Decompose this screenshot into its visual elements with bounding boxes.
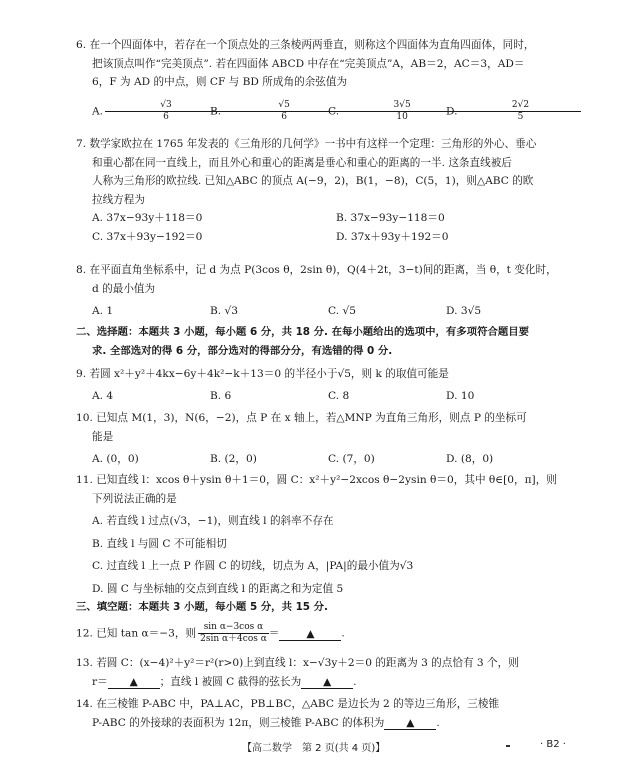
option-b: B. (2，0) — [210, 452, 257, 465]
section-multiple-choice-header: 二、选择题：本题共 3 小题，每小题 6 分，共 18 分. 在每小题给出的选项中，有多项符合题目要 求. 全部选对的得 6 分，部分选对的得部分分，有选错的得 0 分. — [76, 326, 530, 357]
question-text: 人称为三角形的欧拉线. 已知△ABC 的顶点 A(−9，2)，B(1，−8)，C(5，1)，则△ABC 的欧 — [92, 175, 534, 187]
question-10 — [76, 409, 581, 472]
question-12: 12. 已知 tan α＝−3，则 $\frac{\text{sin α−3cos α}}{\text{2sin α＋4cos α}}$ ＝ ▲ . — [76, 622, 345, 644]
question-text: 拉线方程为 — [92, 193, 145, 206]
question-8 — [76, 261, 581, 324]
question-14: 14. 在三棱锥 P-ABC 中，PA⊥AC，PB⊥BC，△ABC 是边长为 2 的等边三角形，三棱锥 P-ABC 的外接球的表面积为 12π，则三棱锥 P-ABC 的体积为 ▲ . — [76, 695, 581, 732]
options-row — [76, 446, 581, 472]
question-7 — [76, 135, 581, 246]
question-text: 把该顶点叫作“完美顶点”. 若在四面体 ABCD 中存在“完美顶点”A，AB＝2，AC＝3，AD＝ — [92, 57, 525, 70]
option-a: A. 4 — [92, 390, 114, 403]
options-row — [76, 92, 581, 132]
question-text: d 的最小值为 — [92, 282, 156, 295]
answer-blank-2[interactable]: ▲ — [301, 676, 353, 689]
answer-blank-1[interactable]: ▲ — [108, 676, 160, 689]
option-a: A. (0，0) — [92, 452, 139, 465]
question-text: 9. 若圆 x²＋y²＋4kx−6y＋4k²−k＋13＝0 的半径小于√5，则 k 的取值可能是 — [76, 368, 449, 380]
option-c: C. (7，0) — [328, 452, 375, 465]
option-b: B. 6 — [210, 390, 232, 403]
question-text: 12. 已知 tan α＝−3，则 — [76, 627, 197, 640]
question-text: 6. 在一个四面体中，若存在一个顶点处的三条棱两两垂直，则称这个四面体为直角四面体，同时， — [76, 39, 535, 51]
option-a: A. 1 — [92, 304, 114, 317]
question-13: 13. 若圆 C：(x−4)²＋y²＝r²(r>0)上到直线 l：x−√3y＋2＝0 的距离为 3 的点恰有 3 个，则 r＝ ▲ ；直线 l 被圆 C 截得的弦长为 ▲ . — [76, 654, 581, 691]
option-d: D. 10 — [446, 390, 475, 403]
option-d: D. 37x＋93y＋192＝0 — [336, 230, 449, 243]
question-6 — [76, 36, 581, 132]
options-grid — [76, 209, 581, 246]
section-fill-in-header: 三、填空题：本题共 3 小题，每小题 5 分，共 15 分. — [76, 601, 328, 613]
question-text: 10. 已知点 M(1，3)，N(6，−2)，点 P 在 x 轴上，若△MNP 为直角三角形，则点 P 的坐标可 — [76, 412, 527, 424]
statement-c: C. 过直线 l 上一点 P 作圆 C 的切线，切点为 A，|PA|的最小值为√3 — [92, 560, 414, 572]
option-a: A. $\frac{√3}{6}$ — [92, 100, 210, 123]
question-text: 14. 在三棱锥 P-ABC 中，PA⊥AC，PB⊥BC，△ABC 是边长为 2 的等边三角形，三棱锥 — [76, 698, 500, 710]
mark-dot — [506, 745, 510, 747]
question-text: 下列说法正确的是 — [92, 492, 177, 505]
statement-a: A. 若直线 l 过点(√3，−1)，则直线 l 的斜率不存在 — [92, 515, 334, 527]
question-text: 7. 数学家欧拉在 1765 年发表的《三角形的几何学》一书中有这样一个定理：三角形的外心、垂心 — [76, 138, 537, 150]
option-c: C. 8 — [328, 390, 350, 403]
question-text: 和重心都在同一直线上，而且外心和重心的距离是垂心和重心的距离的一半. 这条直线被后 — [92, 156, 512, 169]
question-text: 11. 已知直线 l：xcos θ＋ysin θ＋1＝0，圆 C：x²＋y²−2xcos θ−2ysin θ＝0，其中 θ∈[0，π]，则 — [76, 474, 557, 486]
option-c: C. 37x＋93y−192＝0 — [92, 230, 203, 243]
option-b: B. $\frac{√5}{6}$ — [210, 100, 328, 123]
question-text: 能是 — [92, 430, 114, 443]
question-11 — [76, 471, 581, 598]
option-a: A. 37x−93y＋118＝0 — [92, 212, 203, 224]
page-code: · B2 · — [540, 739, 566, 750]
option-c: C. √5 — [328, 304, 356, 317]
option-d: D. (8，0) — [446, 452, 494, 465]
statement-b: B. 直线 l 与圆 C 不可能相切 — [92, 537, 227, 550]
answer-blank[interactable]: ▲ — [384, 717, 436, 730]
question-text: 6，F 为 AD 的中点，则 CF 与 BD 所成角的余弦值为 — [92, 76, 348, 88]
options-row — [76, 298, 581, 324]
option-c: C. $\frac{3√5}{10}$ — [328, 100, 446, 123]
option-b: B. √3 — [210, 304, 239, 317]
answer-blank[interactable]: ▲ — [279, 628, 341, 641]
statement-d: D. 圆 C 与坐标轴的交点到直线 l 的距离之和为定值 5 — [92, 582, 344, 595]
question-text: 13. 若圆 C：(x−4)²＋y²＝r²(r>0)上到直线 l：x−√3y＋2＝0 的距离为 3 的点恰有 3 个，则 — [76, 657, 519, 669]
question-9 — [76, 365, 581, 410]
fraction: $\frac{\text{sin α−3cos α}}{\text{2sin α＋4cos α}}$ — [200, 622, 267, 644]
option-d: D. 3√5 — [446, 304, 482, 317]
question-text: 8. 在平面直角坐标系中，记 d 为点 P(3cos θ，2sin θ)，Q(4＋2t，3−t)间的距离，当 θ，t 变化时， — [76, 264, 557, 276]
option-d: D. $\frac{2√2}{5}$ — [446, 100, 564, 123]
option-b: B. 37x−93y−118＝0 — [336, 212, 445, 224]
page-footer: 【高二数学 第 2 页(共 4 页)】 — [242, 743, 386, 754]
options-row — [76, 384, 581, 410]
